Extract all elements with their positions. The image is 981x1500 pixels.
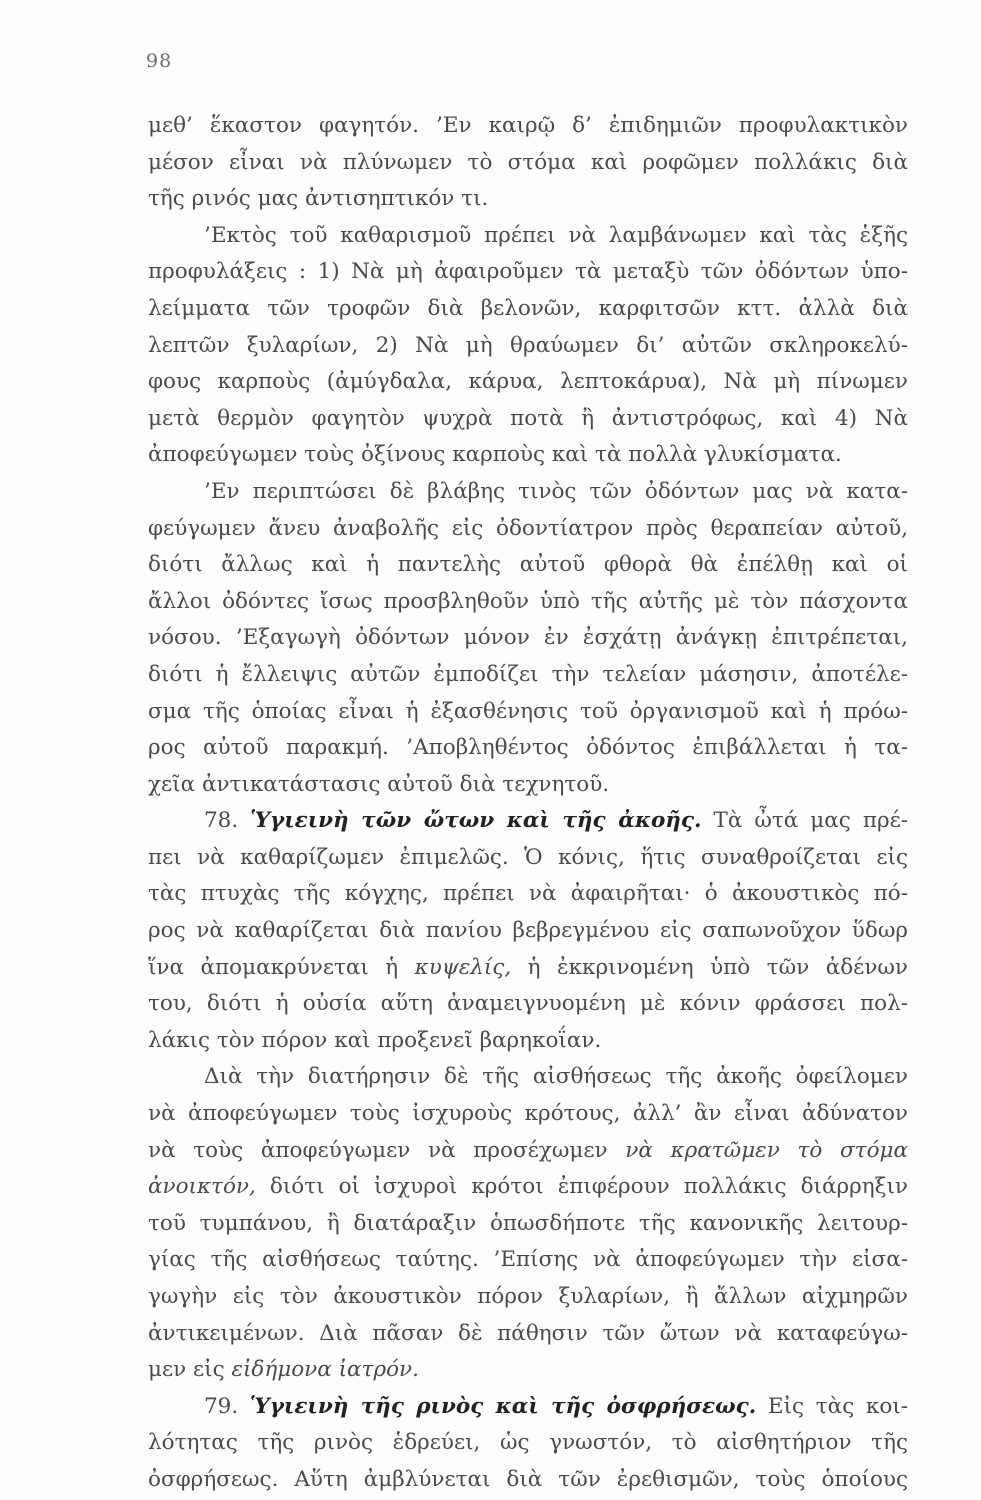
text-line: πει νὰ καθαρίζωμεν ἐπιμελῶς. Ὁ κόνις, ἥτις συναθροίζεται εἰς — [148, 844, 908, 870]
text-line: διότι ἡ ἔλλειψις αὐτῶν ἐμποδίζει τὴν τελείαν μάσησιν, ἀποτέλε- — [148, 661, 908, 687]
hearing-emph-line-1 — [148, 1133, 908, 1170]
text-run: διότι οἱ ἰσχυροὶ κρότοι ἐπιφέρουν πολλάκις διάρρηξιν — [255, 1174, 908, 1200]
text-line: τὰς πτυχὰς τῆς κόγχης, πρέπει νὰ ἀφαιρῆται· ὁ ἀκουστικὸς πό- — [148, 881, 908, 907]
text-line: ρος αὐτοῦ παρακμή. ’Αποβληθέντος ὀδόντος ἐπιβάλλεται ἡ τα- — [148, 735, 908, 761]
text-run: ἵνα ἀπομακρύνεται ἡ — [148, 954, 415, 980]
text-line: λεπτῶν ξυλαρίων, 2) Νὰ μὴ θραύωμεν δι’ αὐτῶν σκληροκελύ- — [148, 332, 908, 358]
text-run: μεν εἰς — [148, 1357, 232, 1383]
text-line: νόσου. ’Εξαγωγὴ ὀδόντων μόνον ἐν ἐσχάτῃ ἀνάγκῃ ἐπιτρέπεται, — [148, 625, 908, 651]
text-line: μετὰ θερμὸν φαγητὸν ψυχρὰ ποτὰ ἢ ἀντιστρόφως, καὶ 4) Νὰ — [148, 405, 908, 431]
text-run: νὰ τοὺς ἀποφεύγωμεν νὰ προσέχωμεν — [148, 1137, 626, 1163]
section-79-heading-line — [148, 1389, 908, 1426]
italic-phrase: εἰδήμονα ἰατρόν. — [231, 1357, 419, 1383]
section-79-title: Ὑγιεινὴ τῆς ρινὸς καὶ τῆς ὀσφρήσεως. — [249, 1393, 757, 1419]
text-line: λότητας τῆς ρινὸς ἑδρεύει, ὡς γνωστόν, τὸ αἰσθητήριον τῆς — [148, 1430, 908, 1456]
page-number: 98 — [146, 50, 173, 72]
section-79 — [148, 1389, 908, 1499]
text-line: ἀντικειμένων. Διὰ πᾶσαν δὲ πάθησιν τῶν ὤτων νὰ καταφεύγω- — [148, 1320, 908, 1346]
italic-phrase: νὰ κρατῶμεν τὸ στόμα — [625, 1137, 908, 1163]
hearing-paragraph — [148, 1059, 908, 1388]
text-line: φεύγωμεν ἄνευ ἀναβολῆς εἰς ὀδοντίατρον πρὸς θεραπείαν αὐτοῦ, — [148, 515, 908, 541]
text-line: ’Εκτὸς τοῦ καθαρισμοῦ πρέπει νὰ λαμβάνωμεν καὶ τὰς ἑξῆς — [204, 222, 908, 248]
section-79-first-line-rest: Εἰς τὰς κοι- — [767, 1393, 909, 1419]
text-line: σμα τῆς ὁποίας εἶναι ἡ ἐξασθένησις τοῦ ὀργανισμοῦ καὶ ἡ πρόω- — [148, 698, 908, 724]
section-78-number: 78. — [204, 808, 239, 834]
text-line: τῆς ρινός μας ἀντισηπτικόν τι. — [148, 186, 489, 212]
text-line: ρος νὰ καθαρίζεται διὰ πανίου βεβρεγμένου εἰς σαπωνοῦχον ὕδωρ — [148, 918, 908, 944]
text-line: γίας τῆς αἰσθήσεως ταύτης. ’Επίσης νὰ ἀποφεύγωμεν τὴν εἰσα- — [148, 1247, 908, 1273]
text-line: λείμματα τῶν τροφῶν διὰ βελονῶν, καρφιτσῶν κττ. ἀλλὰ διὰ — [148, 295, 908, 321]
text-line: Διὰ τὴν διατήρησιν δὲ τῆς αἰσθήσεως τῆς ἀκοῆς ὀφείλομεν — [204, 1064, 908, 1090]
text-line: νὰ ἀποφεύγωμεν τοὺς ἰσχυροὺς κρότους, ἀλλ’ ἂν εἶναι ἀδύνατον — [148, 1101, 908, 1127]
text-line: χεῖα ἀντικατάστασις αὐτοῦ διὰ τεχνητοῦ. — [148, 771, 610, 797]
text-line: ἄλλοι ὀδόντες ἴσως προσβληθοῦν ὑπὸ τῆς αὐτῆς μὲ τὸν πάσχοντα — [148, 588, 908, 614]
section-78-emph-line — [148, 950, 908, 987]
text-line: του, διότι ἡ οὐσία αὕτη ἀναμειγνυομένη μὲ κόνιν φράσσει πολ- — [148, 991, 908, 1017]
section-78-title: Ὑγιεινὴ τῶν ὤτων καὶ τῆς ἀκοῆς. — [250, 808, 702, 834]
hearing-emph-line-2 — [148, 1169, 908, 1206]
text-run: ἡ ἐκκρινομένη ὑπὸ τῶν ἀδένων — [511, 954, 908, 980]
text-line: ’Εν περιπτώσει δὲ βλάβης τινὸς τῶν ὀδόντων μας νὰ κατα- — [204, 478, 908, 504]
text-line: τοῦ τυμπάνου, ἢ διατάραξιν ὁπωσδήποτε τῆς κανονικῆς λειτουρ- — [148, 1210, 908, 1236]
section-79-number: 79. — [204, 1393, 239, 1419]
section-78-first-line-rest: Τὰ ὦτά μας πρέ- — [713, 808, 908, 834]
italic-term: κυψελίς, — [414, 954, 512, 980]
text-line: προφυλάξεις : 1) Νὰ μὴ ἀφαιροῦμεν τὰ μεταξὺ τῶν ὀδόντων ὑπο- — [148, 259, 908, 285]
text-line: ὀσφρήσεως. Αὕτη ἀμβλύνεται διὰ τῶν ἐρεθισμῶν, τοὺς ὁποίους — [148, 1466, 908, 1492]
section-78 — [148, 803, 908, 1059]
text-line: διότι ἄλλως καὶ ἡ παντελὴς αὐτοῦ φθορὰ θὰ ἐπέλθῃ καὶ οἱ — [148, 552, 908, 578]
italic-phrase: ἀνοικτόν, — [148, 1174, 256, 1200]
text-line: φους καρποὺς (ἀμύγδαλα, κάρυα, λεπτοκάρυα), Νὰ μὴ πίνωμεν — [148, 369, 908, 395]
section-78-heading-line — [148, 803, 908, 840]
text-line: μεθ’ ἕκαστον φαγητόν. ’Εν καιρῷ δ’ ἐπιδημιῶν προφυλακτικὸν — [148, 113, 908, 138]
text-line: ἀποφεύγωμεν τοὺς ὀξίνους καρποὺς καὶ τὰ πολλὰ γλυκίσματα. — [148, 442, 842, 468]
intro-paragraphs — [148, 108, 908, 803]
hearing-emph-line-3 — [148, 1352, 908, 1389]
body-text — [148, 108, 908, 1499]
text-line: γωγὴν εἰς τὸν ἀκουστικὸν πόρον ξυλαρίων, ἢ ἄλλων αἰχμηρῶν — [148, 1284, 908, 1309]
text-line: λάκις τὸν πόρον καὶ προξενεῖ βαρηκοΐαν. — [148, 1027, 602, 1053]
text-line: μέσον εἶναι νὰ πλύνωμεν τὸ στόμα καὶ ροφῶμεν πολλάκις διὰ — [148, 149, 908, 175]
